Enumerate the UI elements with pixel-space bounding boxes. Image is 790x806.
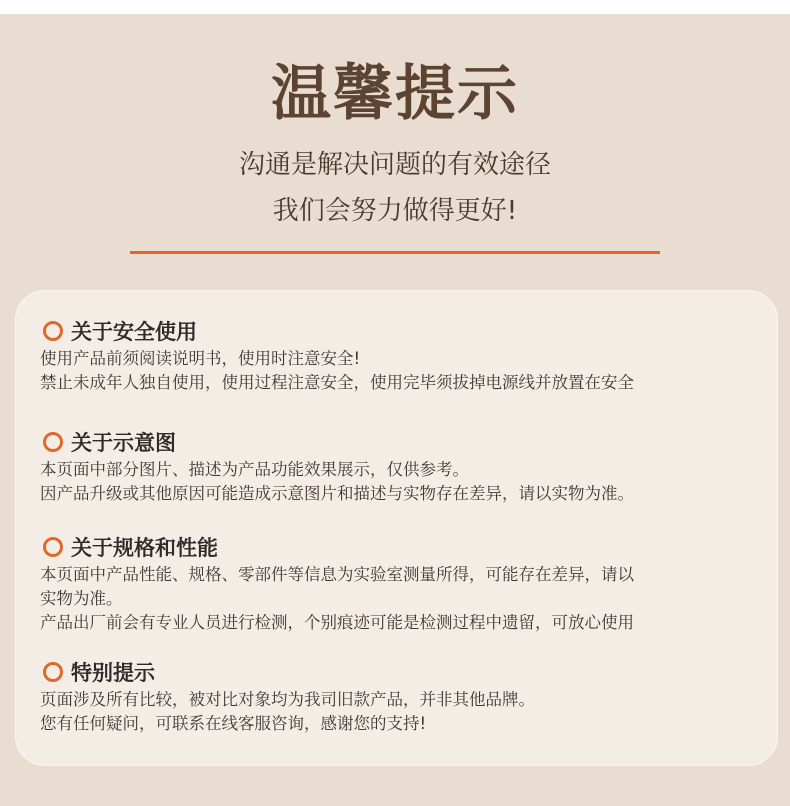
circle-icon	[43, 321, 63, 341]
section-title: 关于安全使用	[71, 320, 197, 344]
section-diagram	[40, 426, 770, 506]
circle-icon	[43, 432, 63, 452]
section-header	[40, 315, 770, 347]
section-special-tips	[40, 656, 770, 736]
section-line: 您有任何疑问，可联系在线客服咨询，感谢您的支持!	[40, 714, 427, 733]
section-safety	[40, 315, 770, 395]
section-header	[40, 426, 770, 458]
subtitle-line-1: 沟通是解决问题的有效途径	[238, 150, 551, 180]
top-band	[0, 0, 790, 14]
subtitle-line-2: 我们会努力做得更好!	[272, 196, 518, 226]
section-title: 关于示意图	[71, 431, 176, 455]
circle-icon	[43, 662, 63, 682]
section-line: 因产品升级或其他原因可能造成示意图片和描述与实物存在差异，请以实物为准。	[40, 484, 634, 503]
section-line: 本页面中产品性能、规格、零部件等信息为实验室测量所得，可能存在差异，请以	[40, 565, 634, 584]
circle-icon	[43, 537, 63, 557]
section-title: 特别提示	[71, 661, 155, 685]
divider	[130, 251, 660, 254]
notice-card	[15, 290, 778, 766]
section-line: 产品出厂前会有专业人员进行检测，个别痕迹可能是检测过程中遗留，可放心使用	[40, 613, 634, 632]
section-title: 关于规格和性能	[71, 536, 218, 560]
page-title: 温馨提示	[271, 59, 519, 129]
section-line: 禁止未成年人独自使用，使用过程注意安全，使用完毕须拔掉电源线并放置在安全	[40, 373, 634, 392]
section-header	[40, 531, 770, 563]
section-line: 页面涉及所有比较，被对比对象均为我司旧款产品，并非其他品牌。	[40, 690, 535, 709]
section-line: 实物为准。	[40, 589, 123, 608]
section-specs	[40, 531, 770, 635]
section-header	[40, 656, 770, 688]
section-line: 使用产品前须阅读说明书，使用时注意安全!	[40, 349, 361, 368]
section-line: 本页面中部分图片、描述为产品功能效果展示，仅供参考。	[40, 460, 469, 479]
